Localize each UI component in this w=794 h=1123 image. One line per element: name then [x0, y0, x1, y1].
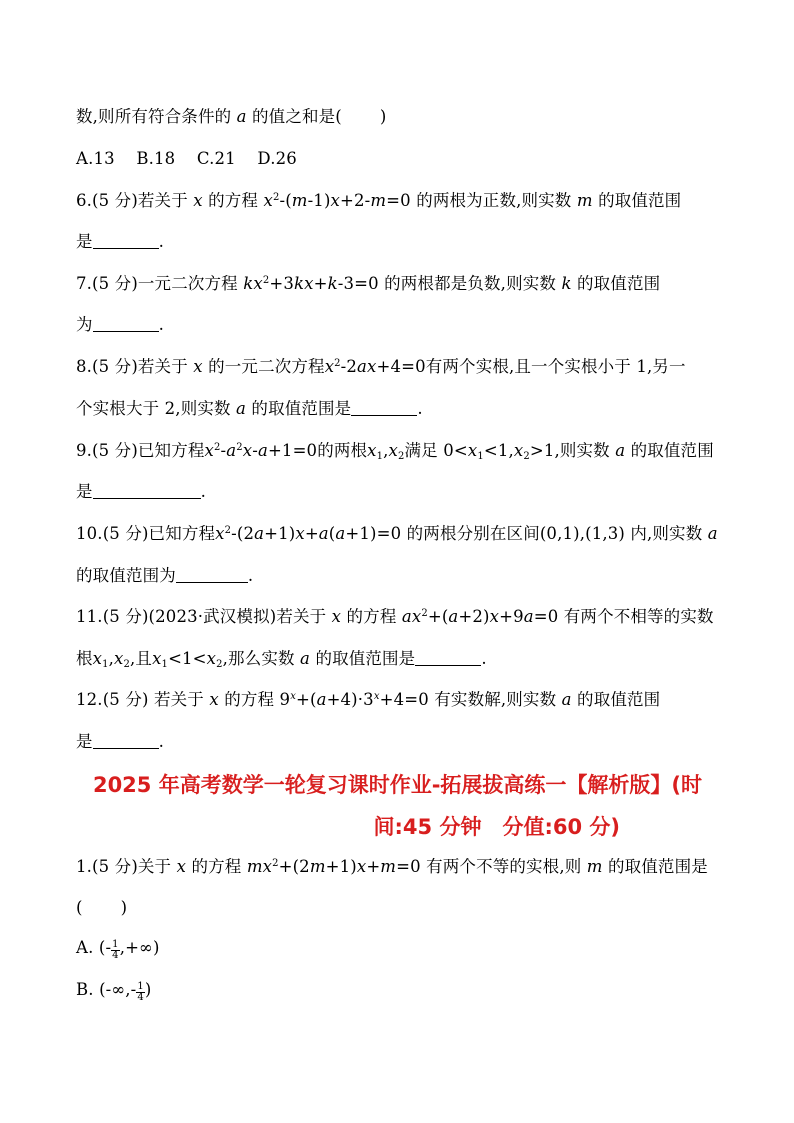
period: . — [158, 732, 165, 751]
section-title-line1: 2025 年高考数学一轮复习课时作业-拓展拔高练一【解析版】(时 — [92, 773, 703, 797]
q12-line2 — [76, 732, 721, 752]
q11-rest: 有两个不相等的实数 — [563, 607, 714, 626]
q11-mid: 的方程 — [346, 607, 397, 626]
period: . — [247, 566, 254, 585]
q11-line2b: ,且 — [130, 649, 153, 668]
q10-prefix: 10.(5 分)已知方程 — [76, 524, 216, 543]
q10-rest: 的两根分别在区间(0,1),(1,3) 内,则实数 — [406, 524, 703, 543]
q12-prefix: 12.(5 分) 若关于 — [76, 690, 204, 709]
answer-blank — [93, 732, 159, 749]
q10-line2 — [76, 566, 721, 586]
q8-prefix: 8.(5 分)若关于 — [76, 357, 188, 376]
q5-options — [76, 149, 721, 169]
q8-line1: 8.(5 分)若关于 x 的一元二次方程$x^2-2ax+4=0$有两个实根,且一个实根小于 1,另一 — [76, 357, 686, 376]
q7-line2-text: 为 — [76, 315, 93, 334]
fraction-one-quarter — [111, 940, 120, 961]
q6-mid: 的方程 — [208, 191, 259, 210]
s1-rest2: 的取值范围是 — [607, 857, 708, 876]
q7-equation: $kx^2+3kx+k-3=0$ — [243, 274, 379, 293]
q12-rest2: 的取值范围 — [577, 690, 661, 709]
q5-text2: 的值之和是( — [252, 107, 342, 126]
q12-equation: $9^x+(a+4)\cdot 3^x+4=0$ — [279, 690, 429, 709]
answer-blank — [93, 482, 201, 499]
option-d: D.26 — [257, 149, 297, 168]
q12-line2-text: 是 — [76, 732, 93, 751]
frac-den: 4 — [137, 992, 144, 1003]
period: . — [417, 399, 423, 418]
frac-num: 1 — [112, 939, 119, 950]
period: . — [200, 482, 207, 501]
answer-blank — [176, 566, 248, 583]
option-c: C.21 — [196, 149, 236, 168]
s1-paren-open: ( — [76, 898, 83, 917]
q12-line1: 12.(5 分) 若关于 x 的方程 $9^x+(a+4)\cdot 3^x+4=0$ 有实数解,则实数 a 的取值范围 — [76, 690, 661, 709]
q8-line2: 个实根大于 2,则实数 a 的取值范围是 . — [76, 399, 423, 418]
q8-line2-text: 个实根大于 2,则实数 — [76, 399, 231, 418]
s1-opt-b-post: ) — [144, 980, 152, 999]
q5-line — [76, 107, 721, 127]
q9-rest: 的两根 — [317, 441, 368, 460]
q9-rest3: <1, — [483, 441, 514, 460]
option-b: B.18 — [136, 149, 176, 168]
q5-paren-close: ) — [379, 107, 387, 126]
q7-rest: 的两根都是负数,则实数 — [384, 274, 557, 293]
answer-blank — [93, 232, 159, 249]
q6-line1: 6.(5 分)若关于 x 的方程 $x^2-(m-1)x+2-m=0$ 的两根为正数,则实数 m 的取值范围 — [76, 191, 682, 210]
frac-num: 1 — [137, 981, 144, 992]
s1-line2 — [76, 898, 721, 918]
section-title-line2: 间:45 分钟 分值:60 分) — [373, 815, 620, 839]
q11-line2d: ,那么实数 — [222, 649, 295, 668]
q7-prefix: 7.(5 分)一元二次方程 — [76, 274, 238, 293]
q8-equation: $x^2-2ax+4=0$ — [324, 357, 426, 376]
answer-blank — [93, 315, 159, 332]
q10-line2-text: 的取值范围为 — [76, 566, 176, 585]
q6-rest: 的两根为正数,则实数 — [416, 191, 572, 210]
q9-equation: $x^2-a^2x-a+1=0$ — [204, 441, 318, 460]
q11-line1: 11.(5 分)(2023·武汉模拟)若关于 x 的方程 $ax^2+(a+2)x+9a=0$ 有两个不相等的实数 — [76, 607, 714, 626]
q11-line2e: 的取值范围是 — [315, 649, 416, 668]
q8-rest: 有两个实根,且一个实根小于 1,另一 — [425, 357, 686, 376]
s1-opt-a-post: ,+∞) — [119, 938, 160, 957]
q8-mid: 的一元二次方程 — [208, 357, 325, 376]
s1-line1: 1.(5 分)关于 x 的方程 $mx^2+(2m+1)x+m=0$ 有两个不等的实根,则 m 的取值范围是 — [76, 857, 708, 876]
option-a: A.13 — [76, 149, 115, 168]
q7-line1: 7.(5 分)一元二次方程 $kx^2+3kx+k-3=0$ 的两根都是负数,则实数 k 的取值范围 — [76, 274, 661, 293]
q9-line2-text: 是 — [76, 482, 93, 501]
s1-option-a — [76, 938, 721, 961]
s1-rest: 有两个不等的实根,则 — [426, 857, 582, 876]
q6-equation: $x^2-(m-1)x+2-m=0$ — [263, 191, 411, 210]
var-a: a — [231, 107, 253, 126]
q9-rest2: 满足 0< — [404, 441, 468, 460]
s1-equation: $mx^2+(2m+1)x+m=0$ — [246, 857, 421, 876]
period: . — [481, 649, 487, 668]
q8-line2b: 的取值范围是 — [251, 399, 352, 418]
q9-prefix: 9.(5 分)已知方程 — [76, 441, 205, 460]
q9-line2 — [76, 482, 721, 502]
q11-prefix: 11.(5 分)(2023·武汉模拟)若关于 — [76, 607, 327, 626]
s1-option-b — [76, 980, 721, 1003]
q9-rest4: >1,则实数 — [529, 441, 610, 460]
answer-blank — [351, 399, 417, 416]
frac-den: 4 — [112, 950, 119, 961]
q11-line2c: <1< — [168, 649, 207, 668]
q7-rest2: 的取值范围 — [577, 274, 661, 293]
q6-line2-text: 是 — [76, 232, 93, 251]
q11-line2-text: 根 — [76, 649, 93, 668]
q10-line1: 10.(5 分)已知方程$x^2-(2a+1)x+a(a+1)=0$ 的两根分别在区间(0,1),(1,3) 内,则实数 a — [76, 524, 718, 543]
q10-equation: $x^2-(2a+1)x+a(a+1)=0$ — [215, 524, 402, 543]
q5-text: 数,则所有符合条件的 — [76, 107, 232, 126]
period: . — [158, 315, 165, 334]
q12-mid: 的方程 — [224, 690, 275, 709]
q6-line2 — [76, 232, 721, 252]
s1-opt-a-pre: A. (- — [76, 938, 112, 957]
q12-rest: 有实数解,则实数 — [434, 690, 557, 709]
s1-paren-close: ) — [120, 898, 128, 917]
fraction-one-quarter — [136, 982, 145, 1003]
q6-rest2: 的取值范围 — [598, 191, 682, 210]
q6-prefix: 6.(5 分)若关于 — [76, 191, 188, 210]
q11-equation: $ax^2+(a+2)x+9a=0$ — [401, 607, 559, 626]
q7-line2 — [76, 315, 721, 335]
s1-mid: 的方程 — [191, 857, 242, 876]
q9-line1: 9.(5 分)已知方程$x^2-a^2x-a+1=0$的两根$x_1,x_2$满足 $0<x_1<1,x_2>1$,则实数 a 的取值范围 — [76, 441, 714, 462]
q9-rest5: 的取值范围 — [630, 441, 714, 460]
s1-prefix: 1.(5 分)关于 — [76, 857, 172, 876]
answer-blank — [415, 649, 481, 666]
q11-line2: 根$x_1,x_2$,且$x_1<1<x_2$,那么实数 a 的取值范围是 . — [76, 649, 487, 670]
s1-opt-b-pre: B. (-∞,- — [76, 980, 137, 999]
period: . — [158, 232, 165, 251]
